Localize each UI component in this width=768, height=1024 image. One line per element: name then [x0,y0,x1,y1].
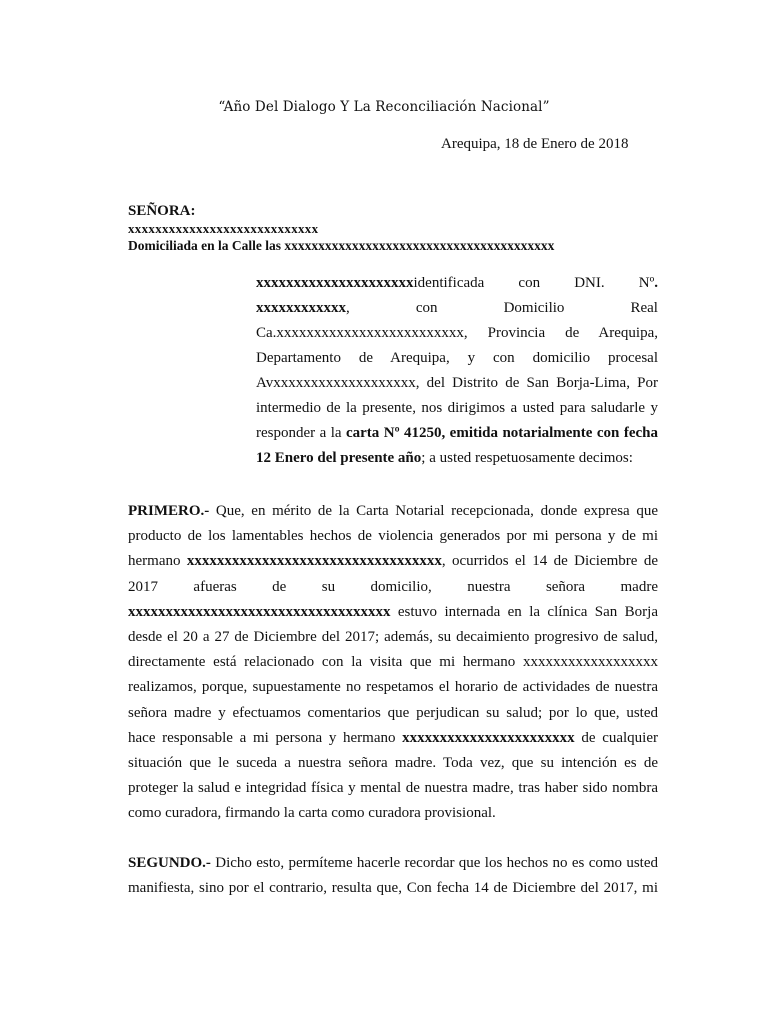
paragraph-line: SEGUNDO.- Dicho esto, permíteme hacerle recordar que los hechos no es como usted [128,855,658,871]
paragraph-line: directamente está relacionado con la visita que mi hermano xxxxxxxxxxxxxxxxxx [128,654,658,671]
paragraph-segundo [128,851,658,901]
intro-paragraph [256,271,658,471]
paragraph-line: manifiesta, sino por el contrario, resulta que, Con fecha 14 de Diciembre del 2017, mi [128,880,658,897]
paragraph-line: situación que le suceda a nuestra señora madre. Toda vez, que su intención es de [128,755,658,772]
paragraph-primero [128,499,658,827]
addressee-name: xxxxxxxxxxxxxxxxxxxxxxxxxxxx [128,221,319,236]
paragraph-line: PRIMERO.- Que, en mérito de la Carta Notarial recepcionada, donde expresa que [128,503,658,519]
intro-line: xxxxxxxxxxxxxxxxxxxxxidentificada con DNI. Nº. [256,275,658,291]
intro-line: Ca.xxxxxxxxxxxxxxxxxxxxxxxxx, Provincia de Arequipa, [256,325,658,341]
section-label: PRIMERO.- [128,503,210,519]
intro-line: xxxxxxxxxxxx, con Domicilio Real [256,300,658,316]
letter-date: Arequipa, 18 de Enero de 2018 [441,136,629,152]
addressee-address: Domiciliada en la Calle las xxxxxxxxxxxxxxxxxxxxxxxxxxxxxxxxxxxxxxxx [128,238,555,253]
section-label: SEGUNDO.- [128,855,211,871]
intro-line: responder a la carta Nº 41250, emitida notarialmente con fecha [256,425,658,441]
salutation: SEÑORA: [128,203,196,219]
national-motto: “Año Del Dialogo Y La Reconciliación Nacional” [218,99,550,115]
paragraph-line: hace responsable a mi persona y hermano xxxxxxxxxxxxxxxxxxxxxxx de cualquier [128,729,658,746]
paragraph-line: 2017 afueras de su domicilio, nuestra señora madre [128,578,658,595]
paragraph-line: como curadora, firmando la carta como curadora provisional. [128,805,496,822]
addressee-block [128,203,554,254]
paragraph-line: realizamos, porque, supuestamente no respetamos el horario de actividades de nuestra [128,679,658,696]
paragraph-line: señora madre y efectuamos comentarios que perjudican su salud; por lo que, usted [128,704,658,721]
paragraph-line: hermano xxxxxxxxxxxxxxxxxxxxxxxxxxxxxxxxxx, ocurridos el 14 de Diciembre de [128,553,658,570]
paragraph-line: desde el 20 a 27 de Diciembre del 2017; además, su decaimiento progresivo de salud, [128,629,658,646]
paragraph-line: producto de los lamentables hechos de violencia generados por mi persona y de mi [128,528,658,545]
paragraph-line: xxxxxxxxxxxxxxxxxxxxxxxxxxxxxxxxxxx estuvo internada en la clínica San Borja [128,603,658,620]
paragraph-line: proteger la salud e integridad física y mental de nuestra madre, tras haber sido nombra [128,780,658,797]
intro-line: Departamento de Arequipa, y con domicilio procesal [256,350,658,366]
intro-line: 12 Enero del presente año; a usted respetuosamente decimos: [256,450,633,466]
intro-line: intermedio de la presente, nos dirigimos a usted para saludarle y [256,400,658,416]
intro-line: Avxxxxxxxxxxxxxxxxxxx, del Distrito de San Borja-Lima, Por [256,375,658,391]
